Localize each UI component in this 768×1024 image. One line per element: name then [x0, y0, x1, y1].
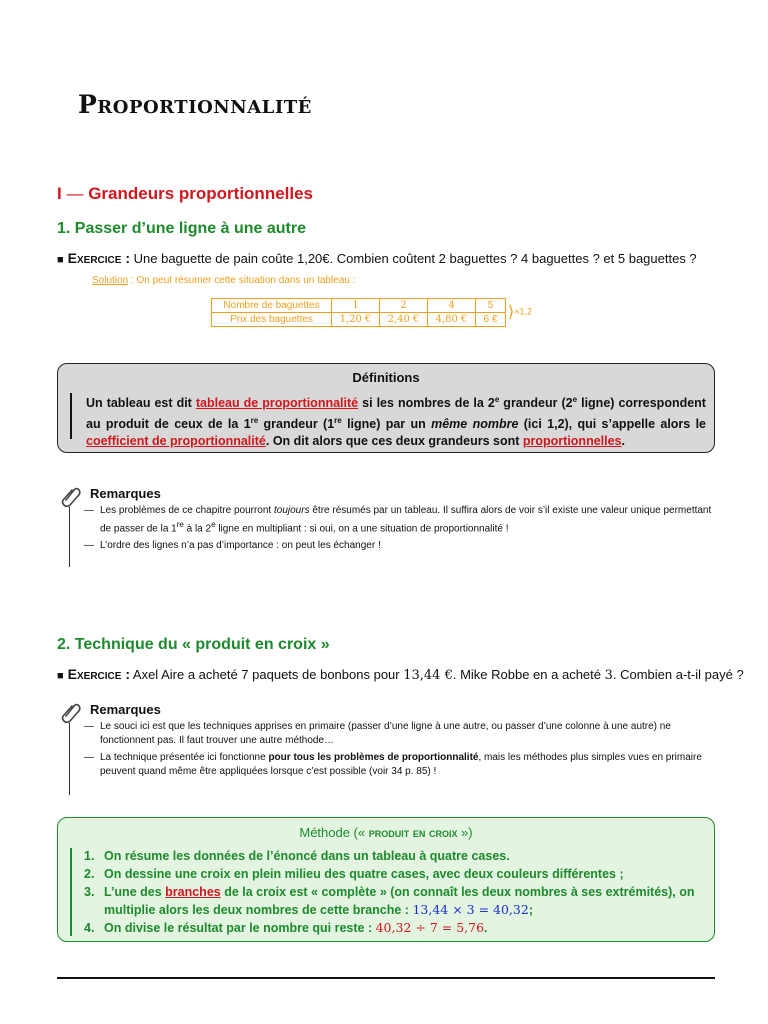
- list-item: [84, 847, 706, 865]
- term-tableau-de-proportionnalite: tableau de proportionnalité: [195, 396, 359, 411]
- method-title-part: Méthode («: [299, 825, 369, 840]
- definitions-text: [86, 391, 706, 450]
- list-item: [84, 504, 724, 536]
- remarks-list: [84, 504, 724, 556]
- subsection-heading-2: 2. Technique du « produit en croix »: [57, 636, 330, 653]
- emphasis: même nombre: [431, 417, 519, 432]
- step-number: 4.: [84, 921, 95, 935]
- remarks-bar: [69, 507, 70, 567]
- definitions-box: [57, 363, 715, 453]
- list-item: — Le souci ici est que les techniques apprises en primaire (passer d’une ligne à une autre, ou passer d’une colonne à une autre) ne fonctionnent pas. Il faut trouver une autre méthode…: [84, 720, 724, 748]
- coefficient-label: ×1,2: [514, 306, 533, 317]
- solution-label: Solution: [92, 275, 129, 286]
- table-cell: Prix des baguettes: [212, 313, 332, 327]
- table-cell: Nombre de baguettes: [212, 299, 332, 313]
- solution-text: : On peut résumer cette situation dans un tableau :: [128, 275, 356, 286]
- superscript: e: [494, 395, 500, 404]
- remarks-list: [84, 720, 724, 782]
- def-text-part: (ici 1,2), qui s’appelle alors le: [518, 417, 707, 432]
- exercise-quantity: 3: [604, 668, 613, 683]
- method-title-name: produit en croix: [368, 825, 458, 840]
- exercise-1: [57, 250, 697, 266]
- step-text: On résume les données de l’énoncé dans un tableau à quatre cases.: [104, 849, 510, 863]
- subsection-heading-1: 1. Passer d’une ligne à une autre: [57, 220, 306, 237]
- remark-text: , mais les méthodes plus simples vues en primaire peuvent quand même être appliquées lorsque c’est possible (voir 34 p. 85) !: [100, 752, 702, 777]
- square-bullet-icon: ■: [57, 670, 64, 682]
- emphasis: toujours: [274, 505, 310, 516]
- superscript: e: [211, 520, 216, 529]
- def-text-part: si les nombres de la 2: [358, 396, 495, 411]
- coefficient-arrow: [508, 302, 532, 322]
- paperclip-icon: [60, 485, 82, 507]
- def-text-part: grandeur (2: [499, 396, 573, 411]
- step-text: On divise le résultat par le nombre qui reste :: [104, 921, 376, 935]
- def-text-part: ligne) par un: [341, 417, 432, 432]
- remark-text: Les problèmes de ce chapitre pourront: [100, 505, 274, 516]
- table-cell: 1,20 €: [332, 313, 380, 327]
- exercise-label: Exercice :: [67, 666, 130, 682]
- definitions-bar: [70, 393, 72, 439]
- remarks-title: Remarques: [90, 702, 161, 717]
- superscript: re: [250, 416, 259, 426]
- section-label: Grandeurs proportionnelles: [88, 184, 314, 203]
- table-row: [212, 299, 506, 313]
- term-branches: branches: [165, 885, 221, 899]
- superscript: re: [334, 416, 342, 426]
- step-text: de la croix est « complète » (on connaît les deux nombres à ses extrémités), on multiplie alors les deux nombres de cette branche :: [104, 885, 695, 917]
- step-text: .: [484, 921, 488, 935]
- proportion-table: [211, 298, 506, 327]
- table-cell: 4: [428, 299, 476, 313]
- list-item: [84, 865, 706, 883]
- step-number: 2.: [84, 867, 95, 881]
- def-text-part: grandeur (1: [258, 417, 335, 432]
- table-cell: 6 €: [476, 313, 506, 327]
- table-cell: 1: [332, 299, 380, 313]
- exercise-text: . Mike Robbe en a acheté: [452, 667, 605, 682]
- list-item: [84, 883, 706, 919]
- brace-arrow-icon: ⟩: [508, 304, 515, 321]
- footer-rule: [57, 977, 715, 979]
- formula-multiplication: 13,44 × 3 = 40,32: [412, 902, 529, 917]
- method-title-part: »): [457, 825, 473, 840]
- table-cell: 2,40 €: [380, 313, 428, 327]
- remarks-title: Remarques: [90, 486, 161, 501]
- section-heading: [57, 184, 313, 204]
- exercise-text: Une baguette de pain coûte 1,20€. Combien coûtent 2 baguettes ? 4 baguettes ? et 5 baguettes ?: [133, 251, 697, 266]
- def-text-part: . On dit alors que ces deux grandeurs sont: [265, 434, 523, 449]
- table-cell: 2: [380, 299, 428, 313]
- paperclip-icon: [60, 701, 82, 723]
- section-number: I: [57, 184, 62, 203]
- bold-text: pour tous les problèmes de proportionnalité: [268, 752, 479, 763]
- table-row: [212, 313, 506, 327]
- formula-division: 40,32 ÷ 7 = 5,76: [375, 920, 485, 935]
- exercise-price: 13,44 €: [403, 668, 453, 683]
- exercise-text: . Combien a-t-il payé ?: [612, 667, 744, 682]
- superscript: e: [572, 395, 578, 404]
- term-proportionnelles: proportionnelles: [522, 434, 622, 449]
- term-coefficient: coefficient de proportionnalité: [86, 434, 266, 449]
- remark-text: à la 2: [183, 523, 212, 535]
- method-title: [58, 825, 714, 840]
- remark-text: ligne en multipliant : si oui, on a une situation de proportionnalité !: [215, 523, 509, 535]
- list-item: [84, 919, 706, 937]
- method-steps: [84, 847, 706, 937]
- step-text: On dessine une croix en plein milieu des quatre cases, avec deux couleurs différentes ;: [104, 867, 624, 881]
- table-cell: 5: [476, 299, 506, 313]
- method-box: [57, 817, 715, 942]
- method-bar: [70, 848, 72, 936]
- exercise-2: [57, 666, 744, 683]
- section-separator: —: [66, 184, 84, 203]
- step-number: 3.: [84, 885, 95, 899]
- step-text: ;: [528, 903, 533, 917]
- exercise-text: Axel Aire a acheté 7 paquets de bonbons pour: [132, 667, 404, 682]
- list-item: [84, 751, 724, 779]
- def-text-part: Un tableau est dit: [86, 396, 196, 411]
- exercise-label: Exercice :: [67, 250, 130, 266]
- solution-line: [92, 275, 356, 286]
- list-item: — L’ordre des lignes n’a pas d’importance : on peut les échanger !: [84, 539, 724, 553]
- square-bullet-icon: ■: [57, 254, 64, 266]
- step-text: L’une des: [104, 885, 166, 899]
- remarks-bar: [69, 723, 70, 795]
- remark-text: La technique présentée ici fonctionne: [100, 752, 269, 763]
- definitions-title: Définitions: [352, 370, 420, 385]
- table-cell: 4,80 €: [428, 313, 476, 327]
- page-title: Proportionnalité: [78, 90, 312, 119]
- superscript: re: [176, 520, 184, 529]
- remark-text: être résumés par un tableau. Il suffira alors de voir s’il existe une valeur unique permettant de passer de la 1: [100, 505, 712, 535]
- step-number: 1.: [84, 849, 95, 863]
- def-text-part: .: [621, 434, 625, 449]
- def-text-part: ligne) correspondent au produit de ceux de la 1: [86, 396, 706, 432]
